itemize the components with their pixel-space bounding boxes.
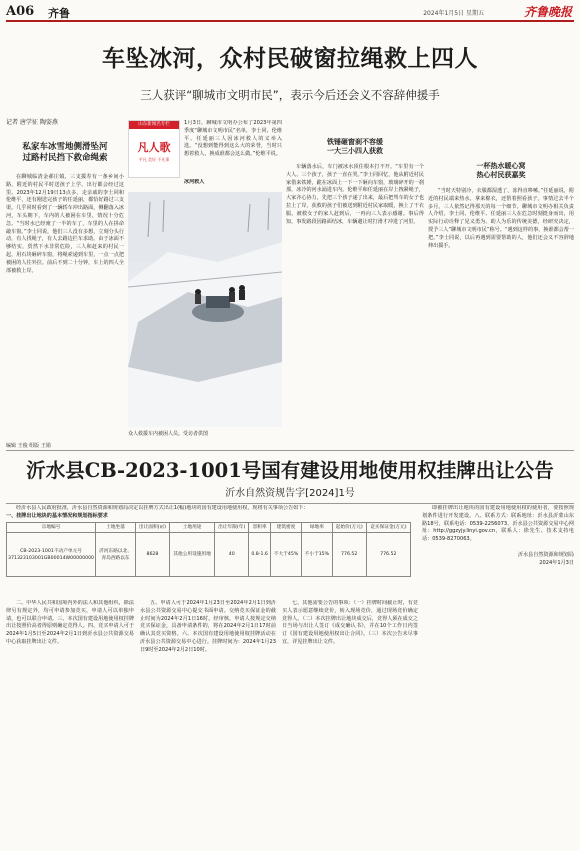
notice-rule — [6, 503, 574, 504]
notice-sign-date: 2024年1月3日 — [539, 559, 574, 566]
story-headline: 车坠冰河，众村民破窗拉绳救上四人 — [102, 45, 478, 72]
column-logo — [128, 120, 180, 178]
column-4-title: 一杯热水暖心窝 热心村民获嘉奖 — [476, 162, 526, 179]
table-header: 容积率 — [249, 523, 271, 533]
table-cell: CB-2023-1001不动产单元号371323103001GB00014W00000000 — [7, 533, 96, 577]
notice-intro-text: 经沂水县人民政府批准，沂水县自然资源和规划局决定以挂牌方式出让1(幅)地块的国有建设用地使用权，现将有关事项公告如下： — [16, 505, 309, 511]
section-divider — [6, 450, 574, 451]
notice-column-3 — [282, 600, 418, 840]
notice-column-1-text: 二、中华人民共和国境内外的法人和其他组织，除法律另有规定外，均可申请参加竞买，申请人可以单独申请，也可以联合申请。三、本次国有建设用地使用权挂牌出让按照价高者得原则确定竞得人。四、竞买申请人可于2024年1月5日至2024年2月1日到沂水县公共资源交易中心获取挂牌出让文件。 — [6, 600, 134, 645]
table-header: 出让面积(㎡) — [136, 523, 170, 533]
notice-column-4 — [422, 505, 574, 843]
photo-illustration — [128, 192, 282, 427]
notice-column-2-text: 五、申请人可于2024年1月23日至2024年2月1日到沂水县公共资源交易中心提交书面申请。交纳竞买保证金的截止时间为2024年2月1日16时。经审核，申请人按规定交纳竞买保证金，具备申请条件的，将在2024年2月1日17时前确认其竞买资格。六、本次国有建设用地使用权挂牌活动在沂水县公共资源交易中心进行。挂牌时间为：2024年1月23日9时至2024年2月2日10时。 — [140, 600, 276, 653]
notice-column-4-text: 即被挂牌出让地块的国有建设用地使用权的使用者，要按照规划条件进行开发建设。八、联系方式：联系地址：沂水县沂蒙山东路18号，联系电话：0539-2256073，沂水县公共资源交易中心网址：http://ggzyjy.linyi.gov.cn，联系人：徐先生、技术支持电话：0539-8270063。 — [422, 505, 574, 543]
page-number: A06 — [6, 4, 35, 19]
logo-tagline: 平凡 美好 不凡事 — [138, 157, 170, 162]
table-cell: 不小于15% — [301, 533, 332, 577]
table-row — [7, 533, 411, 577]
rescue-photo — [128, 192, 282, 427]
notice-title: 沂水县CB-2023-1001号国有建设用地使用权挂牌出让公告 — [26, 459, 554, 482]
story-subheadline: 三人获评“聊城市文明市民”，表示今后还会义不容辞伸援手 — [140, 88, 440, 102]
column-2-bold: 冰河救人 — [184, 179, 205, 185]
land-parcel-table — [6, 522, 411, 577]
column-1-title: 私家车冰雪地侧滑坠河 过路村民挡下救命绳索 — [22, 142, 108, 163]
table-cell: 40 — [215, 533, 249, 577]
issue-date: 2024年1月5日 星期五 — [423, 10, 484, 17]
table-cell: 0.8-1.6 — [249, 533, 271, 577]
notice-section-1: 一、挂牌出让地块的基本情况和规划指标要求 — [6, 512, 108, 519]
column-3-text: 车辆落水后，车门被冰水顶住根本打不开。“车里有一个大人、三个孩子，孩子一直在哭。”李士同回忆，他从附近村民家借来铁锤，跪在冰面上一下一下砸向车窗，玻璃碎开的一刹那，冰冷的河水涌进车内。伦维平和任延丽在岸上拽紧绳子，大家齐心协力，先把三个孩子递了出来，最后把驾车的女子也拉上了岸。获救的孩子们被送到附近村民家取暖，换上了干衣服。被救女子的家人赶到后，一再向三人表示感谢。事后得知，事发路段因路面结冰，车辆避让时打滑才冲进了河里。 — [286, 164, 424, 225]
table-cell: 其他公用设施用地 — [169, 533, 214, 577]
table-header: 建筑密度 — [271, 523, 302, 533]
notice-column-2 — [140, 600, 276, 840]
logo-title: 凡人歌 — [137, 141, 171, 154]
editor-credit: 编辑 王俊 组版 王娟 — [6, 443, 51, 449]
story-column-4 — [428, 120, 574, 440]
notice-column-3-text: 七、其他需要公告的事项：（一）挂牌时间截止时，有竞买人表示愿意继续竞价，转入现场竞价，通过现场竞价确定竞得人。（二）本次挂牌出让地块成交后，竞得人须在成交之日当场与出让人签订《成交确认书》，并在10个工作日内签订《国有建设用地使用权出让合同》。（三）本次公告未尽事宜，详见挂牌出让文件。 — [282, 600, 418, 645]
table-cell: 776.52 — [332, 533, 366, 577]
table-header: 宗地编号 — [7, 523, 96, 533]
table-header: 土地用途 — [169, 523, 214, 533]
table-cell: 不大于45% — [271, 533, 302, 577]
masthead-rule — [6, 20, 574, 22]
story-column-2 — [184, 120, 282, 178]
notice-signature: 沂水县自然资源和规划局 — [517, 551, 574, 558]
notice-subtitle: 沂水自然资规告字[2024]1号 — [225, 488, 355, 499]
column-1-text: 在聊城临清金郝庄镇，三支援寿有一条乡间小路，附近的村民平时送孩子上学、出行都会经过这里。2023年12月19日13点多，走亲戚的李士同和伦维平，还有刚送完孩子的任延丽，都恰好路过三支渠。几乎同时看到了一辆轿车冲出路面，侧翻落入冰河，车头朝下，车内的人被困在车里，情况十分危急。“当时水已经淹了一半的车了，车里的人在拼命敲车窗。”李士同说，他们三人没有多想，立刻分头行动，有人找绳子，有人去路边拦车求助。由于冰面不够结实，贸然下水非常危险，三人和赶来的村民一起，用石块砸碎车窗，将绳索递到车里，一点一点把被困的人往外拉。前后不到二十分钟，车上的四人全部被救上岸。 — [6, 174, 124, 274]
table-header: 土地坐落 — [96, 523, 136, 533]
logo-top-text: 山东新闻名专栏 — [129, 121, 179, 129]
table-header: 竞买保证金(万元) — [366, 523, 410, 533]
column-4-text: “当时天特别冷，衣服都湿透了，冻得直哆嗦。”任延丽说，附近的村民端来热水，拿来棉衣，还帮着照看孩子。事情过去半个多月，三人依然记得那天的每一个细节。聊城市文明办相关负责人介绍，李士同、伦维平、任延丽三人在危急时刻挺身而出，用实际行动诠释了见义勇为、助人为乐的传统美德，经研究决定，授予三人“聊城市文明市民”称号。“遇到这样的事，换谁都会帮一把。”李士同说，以后再遇到需要帮助的人，他们还会义不容辞地伸出援手。 — [428, 188, 574, 249]
photo-caption: 众人救援车内被困人员。受访者供图 — [128, 431, 209, 437]
notice-column-1 — [6, 600, 134, 840]
column-3-title: 铁锤砸窗刹不容缓 一大三小四人获救 — [327, 138, 383, 155]
table-cell: 776.52 — [366, 533, 410, 577]
section-name: 齐鲁 — [48, 7, 70, 20]
notice-intro — [6, 505, 411, 521]
table-header-row — [7, 523, 411, 533]
table-header: 绿地率 — [301, 523, 332, 533]
table-cell: 8628 — [136, 533, 170, 577]
table-header: 出让年限(年) — [215, 523, 249, 533]
byline: 记者 唐学征 陶姿燕 — [6, 119, 58, 126]
story-column-3 — [286, 120, 424, 440]
table-header: 起始价(万元) — [332, 523, 366, 533]
table-cell: 沂河东路以北、青岛西路以东 — [96, 533, 136, 577]
story-column-1 — [6, 127, 124, 438]
newspaper-logo: 齐鲁晚报 — [523, 5, 572, 19]
column-2-text: 1月3日，聊城市文明办公布了2023年第四季度“聊城市文明市民”名单，李士同、伦维平、任延丽三人因冰河救人的义举入选。“没想到能得到这么大的荣誉，当时只想着救人，换成谁都会这么做。”伦维平说。 — [184, 120, 282, 158]
